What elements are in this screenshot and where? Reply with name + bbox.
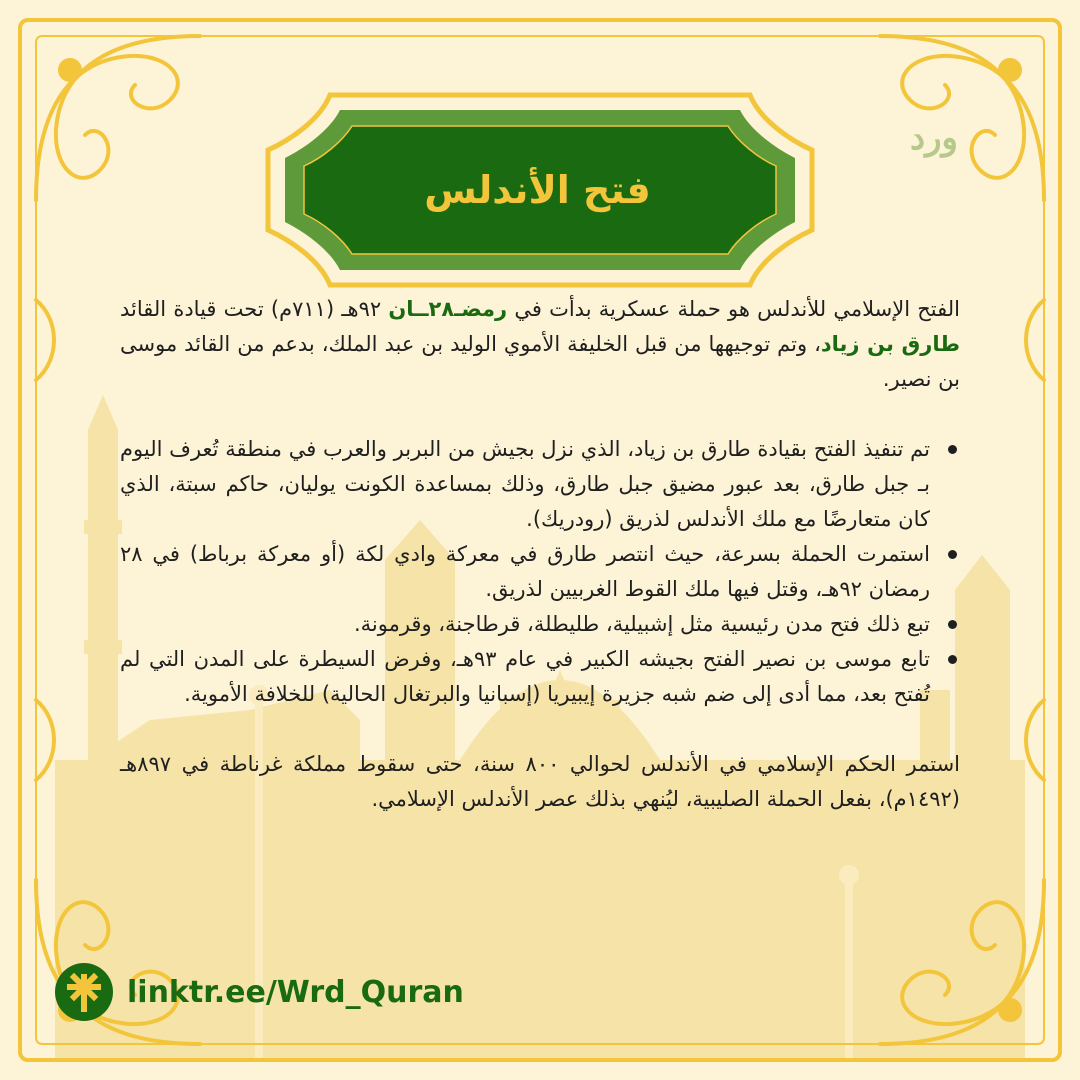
bullet-list	[120, 432, 960, 712]
intro-highlight-leader: طارق بن زياد	[820, 332, 960, 356]
intro-highlight-date: رمضـ٢٨ــان	[388, 297, 508, 321]
intro-text-1: الفتح الإسلامي للأندلس هو حملة عسكرية بدأت في	[507, 297, 960, 321]
bullet-item: تم تنفيذ الفتح بقيادة طارق بن زياد، الذي نزل بجيش من البربر والعرب في منطقة تُعرف اليوم بـ جبل طارق، بعد عبور مضيق جبل طارق، وذلك بمساعدة الكونت يوليان، حاكم سبتة، الذي كان متعارضًا مع ملك الأندلس لذريق (رودريك).	[120, 432, 930, 537]
bullet-item: تبع ذلك فتح مدن رئيسية مثل إشبيلية، طليطلة، قرطاجنة، وقرمونة.	[120, 607, 930, 642]
intro-text-2: ٩٢هـ (٧١١م) تحت قيادة القائد	[120, 297, 389, 321]
page-title: فتح الأندلس	[424, 168, 651, 212]
linktree-link[interactable]: linktr.ee/Wrd_Quran	[127, 974, 464, 1010]
intro-text-3: ، وتم توجيهها من قبل الخليفة الأموي الوليد بن عبد الملك، بدعم من القائد موسى بن نصير.	[120, 332, 960, 391]
linktree-asterisk-icon[interactable]	[55, 963, 113, 1021]
footer	[55, 962, 464, 1022]
bullet-item: استمرت الحملة بسرعة، حيث انتصر طارق في معركة وادي لكة (أو معركة برباط) في ٢٨ رمضان ٩٢هـ، وقتل فيها ملك القوط الغربيين لذريق.	[120, 537, 930, 607]
conclusion-paragraph: استمر الحكم الإسلامي في الأندلس لحوالي ٨٠٠ سنة، حتى سقوط مملكة غرناطة في ٨٩٧هـ (١٤٩٢م)، بفعل الحملة الصليبية، ليُنهي بذلك عصر الأندلس الإسلامي.	[120, 752, 961, 811]
article-body	[120, 292, 960, 817]
intro-paragraph	[120, 292, 960, 397]
bullet-item: تابع موسى بن نصير الفتح بجيشه الكبير في عام ٩٣هـ، وفرض السيطرة على المدن التي لم تُفتح بعد، مما أدى إلى ضم شبه جزيرة إيبيريا (إسبانيا والبرتغال الحالية) للخلافة الأموية.	[120, 642, 930, 712]
brand-logo: ورد	[910, 118, 958, 158]
